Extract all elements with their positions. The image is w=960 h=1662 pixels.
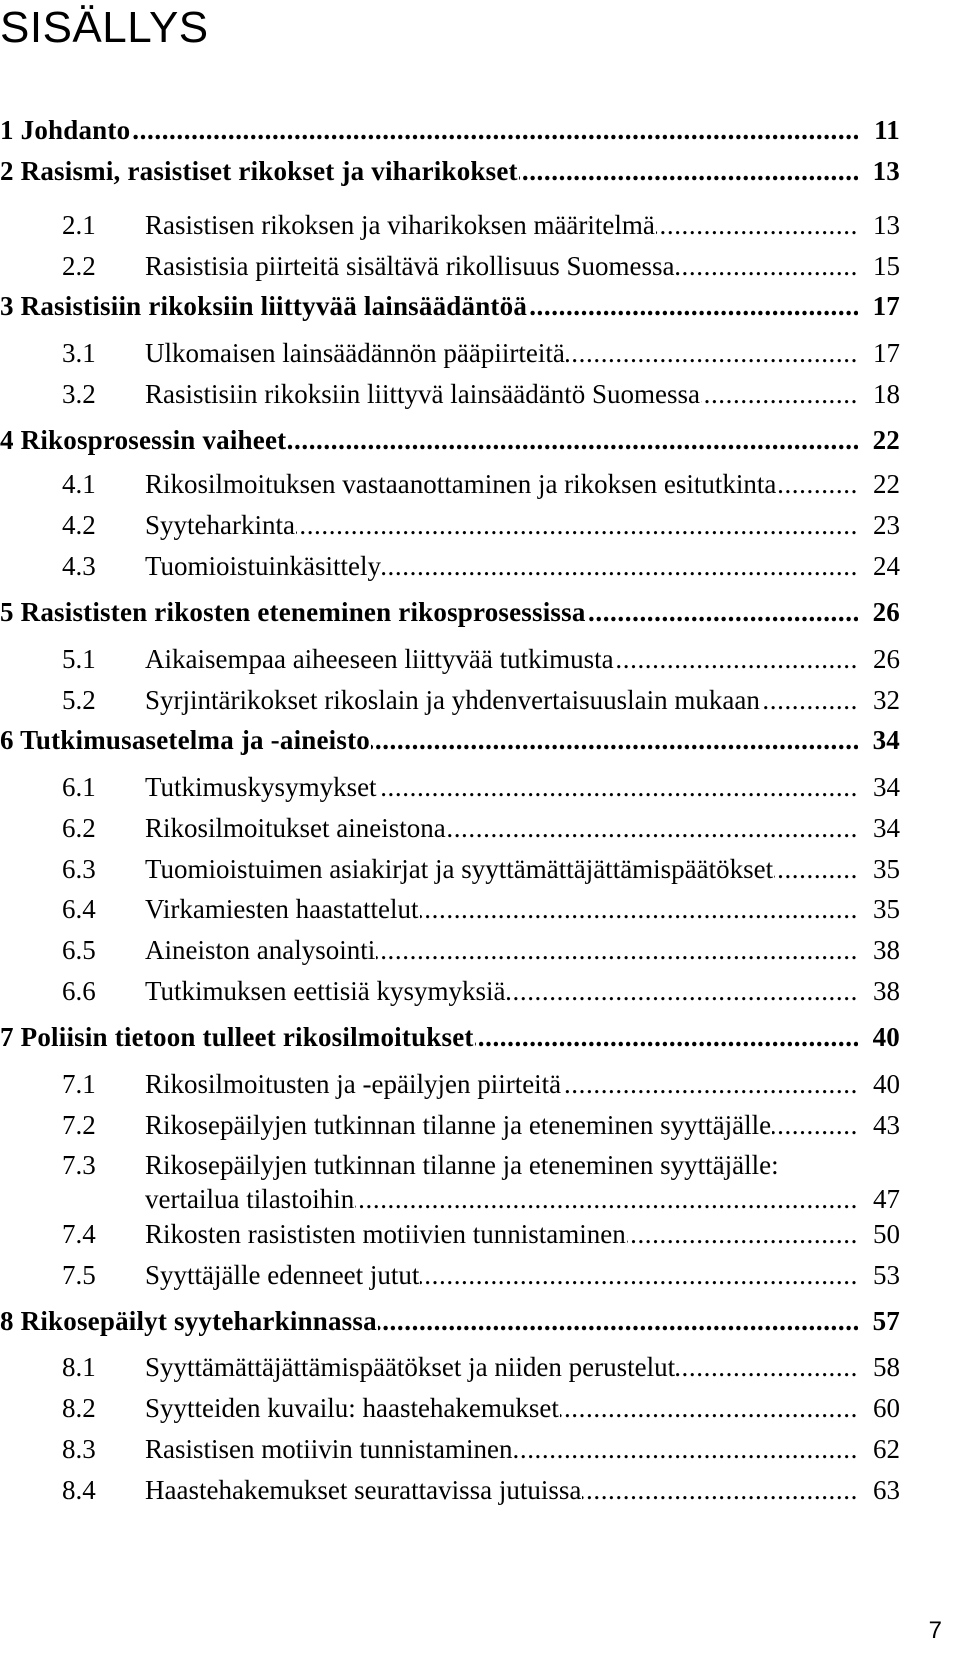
toc-entry-title: 7 Poliisin tietoon tulleet rikosilmoitukset [0, 1019, 475, 1055]
toc-section-number: 2.2 [62, 251, 96, 281]
toc-page-number: 34 [858, 769, 900, 805]
toc-section-number: 3.2 [62, 379, 96, 409]
toc-entry-title: Syyttäjälle edenneet jutut [145, 1257, 420, 1293]
toc-entry-title-continued: vertailua tilastoihin [145, 1181, 355, 1217]
toc-page-number: 38 [858, 932, 900, 968]
page-number: 7 [928, 1617, 942, 1644]
toc-entry-title: Haastehakemukset seurattavissa jutuissa [145, 1472, 582, 1508]
toc-page-number: 17 [858, 335, 900, 371]
toc-page-number: 23 [858, 507, 900, 543]
toc-page-number: 43 [858, 1107, 900, 1143]
toc-entry-title: Tutkimuskysymykset [145, 769, 378, 805]
toc-section-number: 5.1 [62, 644, 96, 674]
toc-page-number: 34 [858, 810, 900, 846]
toc-section-number: 6.4 [62, 894, 96, 924]
toc-entry-title: Tuomioistuinkäsittely [145, 548, 382, 584]
toc-entry-title: Syytteiden kuvailu: haastehakemukset [145, 1390, 560, 1426]
toc-section-number: 4.3 [62, 551, 96, 581]
toc-page-number: 38 [858, 973, 900, 1009]
toc-page-number: 17 [858, 288, 900, 324]
toc-page-number: 24 [858, 548, 900, 584]
toc-page-number: 57 [858, 1303, 900, 1339]
toc-section-number: 6.6 [62, 976, 96, 1006]
toc-entry-title: Ulkomaisen lainsäädännön pääpiirteitä [145, 335, 566, 371]
toc-page-number: 50 [858, 1216, 900, 1252]
toc-section-number: 5.2 [62, 685, 96, 715]
toc-entry-title: Rikosepäilyjen tutkinnan tilanne ja eteneminen syyttäjälle [145, 1107, 772, 1143]
page-title: SISÄLLYS [0, 3, 209, 52]
toc-page-number: 11 [858, 112, 900, 148]
toc-entry-title: 1 Johdanto [0, 112, 131, 148]
toc-page-number: 58 [858, 1349, 900, 1385]
toc-page-number: 32 [858, 682, 900, 718]
toc-entry-title: 4 Rikosprosessin vaiheet [0, 422, 287, 458]
toc-dot-leader [0, 112, 900, 148]
toc-page-number: 40 [858, 1019, 900, 1055]
toc-entry-title: Rikosilmoitusten ja -epäilyjen piirteitä [145, 1066, 562, 1102]
toc-page-number: 35 [858, 891, 900, 927]
toc-page-number: 22 [858, 422, 900, 458]
toc-page-number: 40 [858, 1066, 900, 1102]
toc-entry-title: Rasistisen motiivin tunnistaminen [145, 1431, 514, 1467]
toc-section-number: 8.1 [62, 1352, 96, 1382]
toc-section-number: 8.4 [62, 1475, 96, 1505]
toc-page-number: 15 [858, 248, 900, 284]
toc-entry-title: Rikosepäilyjen tutkinnan tilanne ja eteneminen syyttäjälle: [145, 1147, 780, 1183]
toc-entry-title: Rikosilmoituksen vastaanottaminen ja rikoksen esitutkinta [145, 466, 777, 502]
toc-section-number: 7.3 [62, 1150, 96, 1180]
toc-section-number: 7.5 [62, 1260, 96, 1290]
toc-page-number: 53 [858, 1257, 900, 1293]
toc-section-number: 6.1 [62, 772, 96, 802]
toc-section-number: 7.1 [62, 1069, 96, 1099]
toc-entry-title: Rikosten rasististen motiivien tunnistaminen [145, 1216, 627, 1252]
toc-entry-title: Aikaisempaa aiheeseen liittyvää tutkimusta [145, 641, 615, 677]
toc-page-number: 13 [858, 153, 900, 189]
toc-page-number: 26 [858, 594, 900, 630]
toc-entry-title: Aineiston analysointi [145, 932, 376, 968]
toc-page-number: 63 [858, 1472, 900, 1508]
toc-page-number: 18 [858, 376, 900, 412]
toc-section-number: 7.4 [62, 1219, 96, 1249]
toc-section-number: 4.1 [62, 469, 96, 499]
toc-entry-title: 2 Rasismi, rasistiset rikokset ja viharikokset [0, 153, 519, 189]
toc-entry-title: Rikosilmoitukset aineistona [145, 810, 447, 846]
toc-entry-title: Syrjintärikokset rikoslain ja yhdenvertaisuuslain mukaan [145, 682, 761, 718]
toc-section-number: 8.3 [62, 1434, 96, 1464]
toc-entry-title: Rasistisen rikoksen ja viharikoksen määritelmä [145, 207, 656, 243]
toc-entry-title: Tutkimuksen eettisiä kysymyksiä [145, 973, 507, 1009]
toc-section-number: 3.1 [62, 338, 96, 368]
toc-section-number: 2.1 [62, 210, 96, 240]
toc-page-number: 62 [858, 1431, 900, 1467]
toc-section-number: 6.3 [62, 854, 96, 884]
toc-page-number: 22 [858, 466, 900, 502]
toc-entry-title: Virkamiesten haastattelut [145, 891, 420, 927]
toc-entry-title: 6 Tutkimusasetelma ja -aineisto [0, 722, 371, 758]
toc-page-number: 47 [858, 1181, 900, 1217]
toc-entry-title: 3 Rasistisiin rikoksiin liittyvää lainsäädäntöä [0, 288, 528, 324]
toc-entry-title: 8 Rikosepäilyt syyteharkinnassa [0, 1303, 378, 1339]
toc-section-number: 8.2 [62, 1393, 96, 1423]
toc-section-number: 6.5 [62, 935, 96, 965]
toc-entry-title: Tuomioistuimen asiakirjat ja syyttämättäjättämispäätökset [145, 851, 774, 887]
toc-section-number: 7.2 [62, 1110, 96, 1140]
toc-entry-title: Syyttämättäjättämispäätökset ja niiden perustelut [145, 1349, 676, 1385]
toc-page-number: 13 [858, 207, 900, 243]
toc-section-number: 6.2 [62, 813, 96, 843]
toc-page-number: 26 [858, 641, 900, 677]
toc-section-number: 4.2 [62, 510, 96, 540]
toc-entry-continuation-line [0, 1181, 900, 1217]
toc-entry-title: Rasistisiin rikoksiin liittyvä lainsäädäntö Suomessa [145, 376, 701, 412]
toc-page-number: 35 [858, 851, 900, 887]
toc-page-number: 60 [858, 1390, 900, 1426]
toc-entry-title: Rasistisia piirteitä sisältävä rikollisuus Suomessa [145, 248, 675, 284]
toc-page-number: 34 [858, 722, 900, 758]
toc-entry-title: Syyteharkinta [145, 507, 296, 543]
toc-entry-title: 5 Rasististen rikosten eteneminen rikosprosessissa [0, 594, 587, 630]
